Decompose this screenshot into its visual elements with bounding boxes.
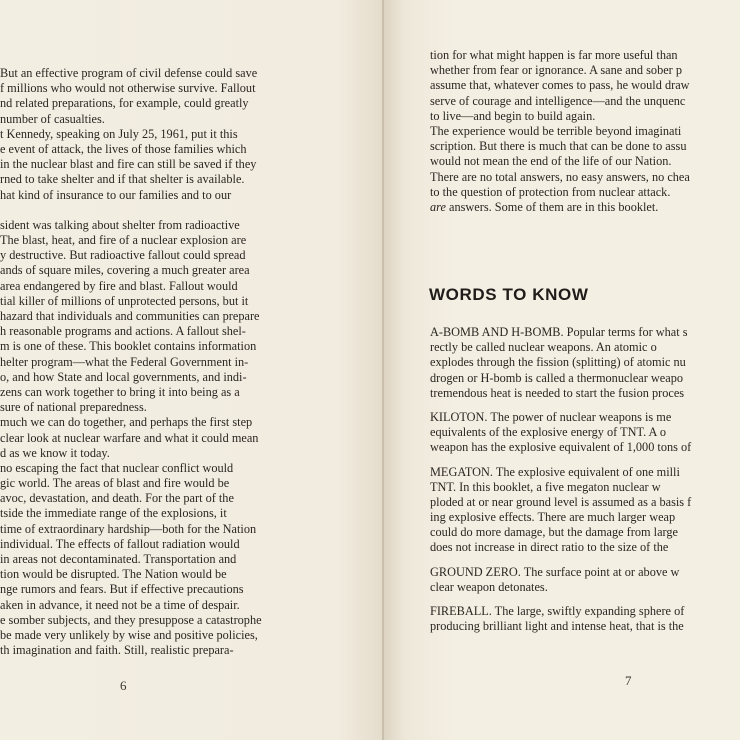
text-run: to live—and begin to build again. [430,108,596,123]
left-body-line [0,522,312,537]
left-body-line [0,461,312,476]
glossary-entry-line [430,325,740,340]
left-body-line [0,157,312,172]
text-run: individual. The effects of fallout radiation would [0,536,240,551]
left-body-line [0,552,312,567]
left-body-line [0,127,312,142]
left-body-line [0,339,312,354]
text-run: does not increase in direct ratio to the size of the [430,540,669,555]
glossary-entry-line [430,355,740,370]
left-body-line [0,537,312,552]
left-body-line [0,66,312,81]
left-body-line [0,400,312,415]
text-run: m is one of these. This booklet contains information [0,339,257,354]
text-run: h reasonable programs and actions. A fallout shel- [0,324,246,339]
text-run: The experience would be terrible beyond imaginati [430,123,682,138]
text-run: A-BOMB AND H-BOMB. Popular terms for what s [430,325,688,339]
right-body-line [430,154,740,169]
left-body-line [0,613,312,628]
text-run: hazard that individuals and communities can prepare [0,309,260,323]
left-body-line [0,628,312,643]
left-body-line [0,218,312,233]
text-run: could do more damage, but the damage from large [430,525,679,540]
text-run: GROUND ZERO. The surface point at or above w [430,564,680,579]
text-run: explodes through the fission (splitting) of atomic nu [430,355,686,370]
right-body-line [430,200,740,215]
right-body-line [430,78,740,93]
left-body-line [0,385,312,400]
text-run: sident was talking about shelter from radioactive [0,217,240,232]
left-body-line [0,81,312,96]
glossary-entry-line [430,410,740,425]
left-body-line [0,598,312,613]
right-page-body [430,48,740,215]
text-run: time of extraordinary hardship—both for the Nation [0,521,257,536]
text-run: tside the immediate range of the explosions, it [0,506,227,521]
glossary-entry-line [430,480,740,495]
text-run: sure of national preparedness. [0,400,147,415]
text-run: answers. Some of them are in this booklet. [445,199,659,214]
left-body-line [0,476,312,491]
glossary-entry-line [430,619,740,634]
text-run: But an effective program of civil defense could save [0,66,258,80]
glossary-entry-line [430,340,740,355]
glossary-entry [430,604,740,634]
glossary-entry [430,465,740,556]
left-body-line [0,203,312,218]
left-body-line [0,415,312,430]
left-body-line [0,491,312,506]
text-run: gic world. The areas of blast and fire would be [0,476,230,491]
right-body-line [430,124,740,139]
right-body-line [430,185,740,200]
section-heading: WORDS TO KNOW [429,285,589,304]
right-body-line [430,48,740,63]
text-run: y destructive. But radioactive fallout could spread [0,248,246,263]
left-body-line [0,112,312,127]
text-run: t Kennedy, speaking on July 25, 1961, put it this [0,126,238,141]
text-run: tremendous heat is needed to start the fusion proces [430,385,685,400]
page-number-left: 6 [120,678,127,693]
text-run: no escaping the fact that nuclear conflict would [0,460,234,475]
right-body-line [430,139,740,154]
left-body-line [0,142,312,157]
glossary-entry-line [430,371,740,386]
left-body-line [0,370,312,385]
text-run: KILOTON. The power of nuclear weapons is me [430,409,672,424]
glossary-entry-line [430,425,740,440]
glossary-entry-line [430,495,740,510]
text-run: ploded at or near ground level is assumed as a basis f [430,494,692,509]
text-run: in areas not decontaminated. Transportation and [0,552,237,566]
text-run: much we can do together, and perhaps the first step [0,415,253,430]
text-run: equivalents of the explosive energy of TNT. A o [430,425,666,440]
left-page-body [0,66,312,658]
left-body-line [0,309,312,324]
left-body-line [0,172,312,187]
text-run: be made very unlikely by wise and positive policies, [0,627,258,642]
text-run: There are no total answers, no easy answers, no chea [430,169,690,184]
text-run: producing brilliant light and intense heat, that is the [430,619,684,634]
glossary-entry [430,565,740,595]
text-run: nd related preparations, for example, could greatly [0,96,249,111]
text-run: MEGATON. The explosive equivalent of one milli [430,464,680,479]
glossary-entry-line [430,440,740,455]
text-run: are [430,199,446,214]
left-body-line [0,188,312,203]
text-run: assume that, whatever comes to pass, he would draw [430,78,690,93]
glossary-entry-line [430,565,740,580]
glossary-entry-line [430,386,740,401]
glossary-entry-line [430,525,740,540]
right-page [384,0,740,740]
left-body-line [0,643,312,658]
text-run: weapon has the explosive equivalent of 1,000 tons of [430,440,692,455]
text-run: ing explosive effects. There are much larger weap [430,510,676,525]
left-body-line [0,324,312,339]
text-run: f millions who would not otherwise survive. Fallout [0,81,256,96]
text-run: FIREBALL. The large, swiftly expanding sphere of [430,604,685,618]
left-body-line [0,355,312,370]
text-run: zens can work together to bring it into being as a [0,384,240,399]
left-body-line [0,446,312,461]
right-body-line [430,109,740,124]
text-run: tial killer of millions of unprotected persons, but it [0,293,249,308]
right-body-line [430,94,740,109]
left-body-line [0,233,312,248]
left-body-line [0,582,312,597]
glossary-entry [430,325,740,401]
right-body-line [430,170,740,185]
left-body-line [0,294,312,309]
left-body-line [0,279,312,294]
text-run: The blast, heat, and fire of a nuclear explosion are [0,233,247,248]
left-body-line [0,263,312,278]
text-run: TNT. In this booklet, a five megaton nuclear w [430,479,661,494]
text-run: in the nuclear blast and fire can still be saved if they [0,157,257,172]
text-run: rned to take shelter and if that shelter is available. [0,172,245,187]
left-body-line [0,506,312,521]
text-run: drogen or H-bomb is called a thermonuclear weapo [430,370,684,385]
text-run: ands of square miles, covering a much greater area [0,263,250,278]
text-run: clear look at nuclear warfare and what it could mean [0,430,259,445]
page-number-right: 7 [625,673,632,688]
text-run: tion for what might happen is far more useful than [430,48,678,62]
glossary-entry-line [430,604,740,619]
text-run: rectly be called nuclear weapons. An atomic o [430,340,657,355]
text-run: whether from fear or ignorance. A sane and sober p [430,63,682,78]
glossary-entry-line [430,580,740,595]
text-run: nge rumors and fears. But if effective precautions [0,582,244,597]
left-body-line [0,567,312,582]
text-run: o, and how State and local governments, and indi- [0,369,247,384]
glossary-entry-line [430,540,740,555]
text-run: to the question of protection from nuclear attack. [430,184,671,199]
text-run: e event of attack, the lives of those families which [0,141,247,156]
text-run: hat kind of insurance to our families and to our [0,187,232,202]
glossary-entry [430,410,740,456]
glossary-terms [430,325,740,643]
text-run: d as we know it today. [0,445,110,460]
text-run: area endangered by fire and blast. Fallout would [0,278,238,293]
text-run: serve of courage and intelligence—and the unquenc [430,93,686,108]
glossary-entry-line [430,510,740,525]
text-run: e somber subjects, and they presuppose a catastrophe [0,612,262,627]
text-run: th imagination and faith. Still, realistic prepara- [0,643,234,658]
left-body-line [0,248,312,263]
text-run: helter program—what the Federal Government in- [0,354,249,369]
right-body-line [430,63,740,78]
left-body-line [0,96,312,111]
text-run: aken in advance, it need not be a time of despair. [0,597,240,612]
text-run: would not mean the end of the life of our Nation. [430,154,672,169]
text-run: clear weapon detonates. [430,579,548,594]
text-run: scription. But there is much that can be done to assu [430,139,687,154]
left-body-line [0,431,312,446]
text-run: tion would be disrupted. The Nation would be [0,567,227,582]
glossary-entry-line [430,465,740,480]
text-run: avoc, devastation, and death. For the part of the [0,491,234,506]
text-run: number of casualties. [0,111,105,126]
